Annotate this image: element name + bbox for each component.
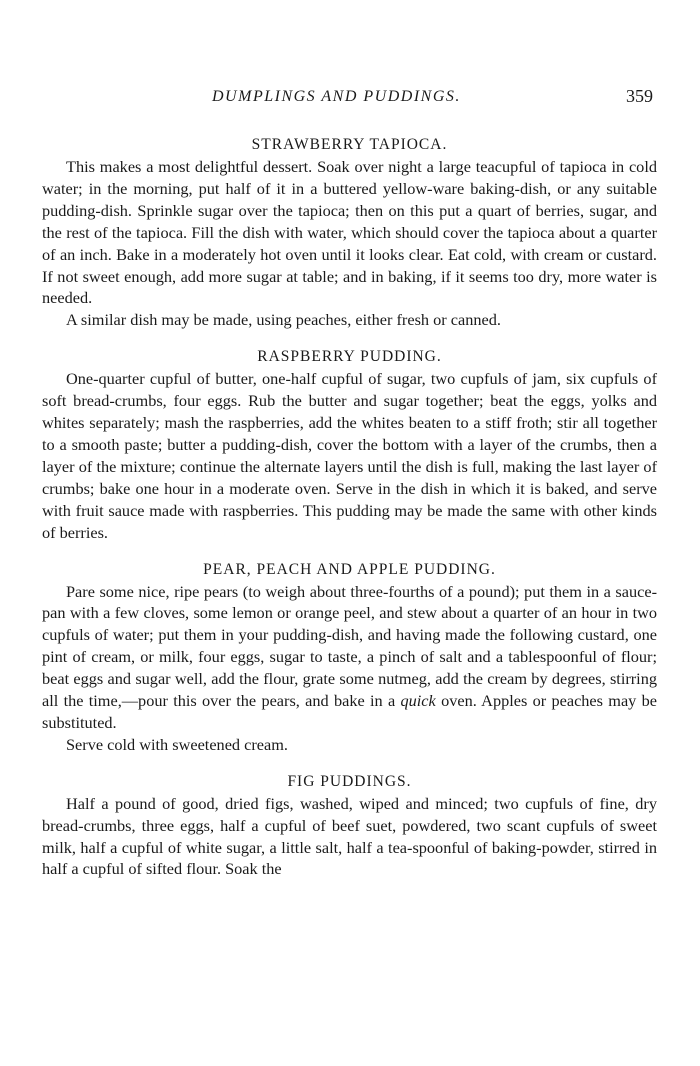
recipe-raspberry-pudding [42, 346, 657, 543]
running-head [0, 88, 700, 110]
recipe-fig-puddings [42, 771, 657, 881]
recipe-title: STRAWBERRY TAPIOCA. [251, 136, 448, 153]
recipe-paragraph: This makes a most delightful dessert. Soak over night a large teacupful of tapioca in cold water; in the morning, put half of it in a buttered yellow-ware baking-dish, or any suitable pudding-dish. Sprinkle sugar over the tapioca; then on this put a quart of berries, sugar, and the rest of the tapioca. Fill the dish with water, which should cover the tapioca about a quarter of an inch. Bake in a moderately hot oven until it looks clear. Eat cold, with cream or custard. If not sweet enough, add more sugar at table; and in baking, if it seems too dry, more water is needed. [42, 157, 657, 308]
emphasis-text: quick [400, 691, 436, 711]
paragraph-text: Pare some nice, ripe pears (to weigh about three-fourths of a pound); put them in a sauce-pan with a few cloves, some lemon or orange peel, and stew about a quarter of an hour in two cupfuls of water; put them in your pudding-dish, and having made the following custard, one pint of cream, or milk, four eggs, sugar to taste, a pinch of salt and a tablespoonful of flour; beat eggs and sugar well, add the flour, grate some nutmeg, add the cream by degrees, stirring all the time,—pour this over the pears, and bake in a [42, 581, 657, 711]
recipe-paragraph: Serve cold with sweetened cream. [66, 734, 288, 754]
recipe-title: PEAR, PEACH AND APPLE PUDDING. [203, 560, 496, 578]
recipe-paragraph: A similar dish may be made, using peaches, either fresh or canned. [66, 310, 501, 330]
recipe-pear-peach-apple-pudding [42, 559, 657, 756]
recipe-strawberry-tapioca [42, 134, 657, 331]
page-content [42, 134, 657, 895]
running-title: DUMPLINGS AND PUDDINGS. [212, 88, 461, 105]
page-number: 359 [626, 86, 653, 106]
recipe-paragraph: One-quarter cupful of butter, one-half cupful of sugar, two cupfuls of jam, six cupfuls of soft bread-crumbs, four eggs. Rub the butter and sugar together; beat the eggs, yolks and whites separately; mash the raspberries, add the whites beaten to a stiff froth; stir all together to a smooth paste; butter a pudding-dish, cover the bottom with a layer of the crumbs, then a layer of the mixture; continue the alternate layers until the dish is full, making the last layer of crumbs; bake one hour in a moderate oven. Serve in the dish in which it is baked, and serve with fruit sauce made with raspberries. This pudding may be made the same with other kinds of berries. [42, 369, 657, 542]
paragraph-text: oven. Apples or peaches may be substituted. [42, 691, 657, 732]
recipe-title: FIG PUDDINGS. [287, 772, 412, 790]
recipe-paragraph [42, 581, 657, 734]
recipe-title: RASPBERRY PUDDING. [257, 348, 442, 366]
recipe-paragraph: Half a pound of good, dried figs, washed, wiped and minced; two cupfuls of fine, dry bread-crumbs, three eggs, half a cupful of beef suet, powdered, two scant cupfuls of sweet milk, half a cupful of white sugar, a little salt, half a tea-spoonful of baking-powder, stirred in half a cupful of sifted flour. Soak the [42, 793, 657, 879]
